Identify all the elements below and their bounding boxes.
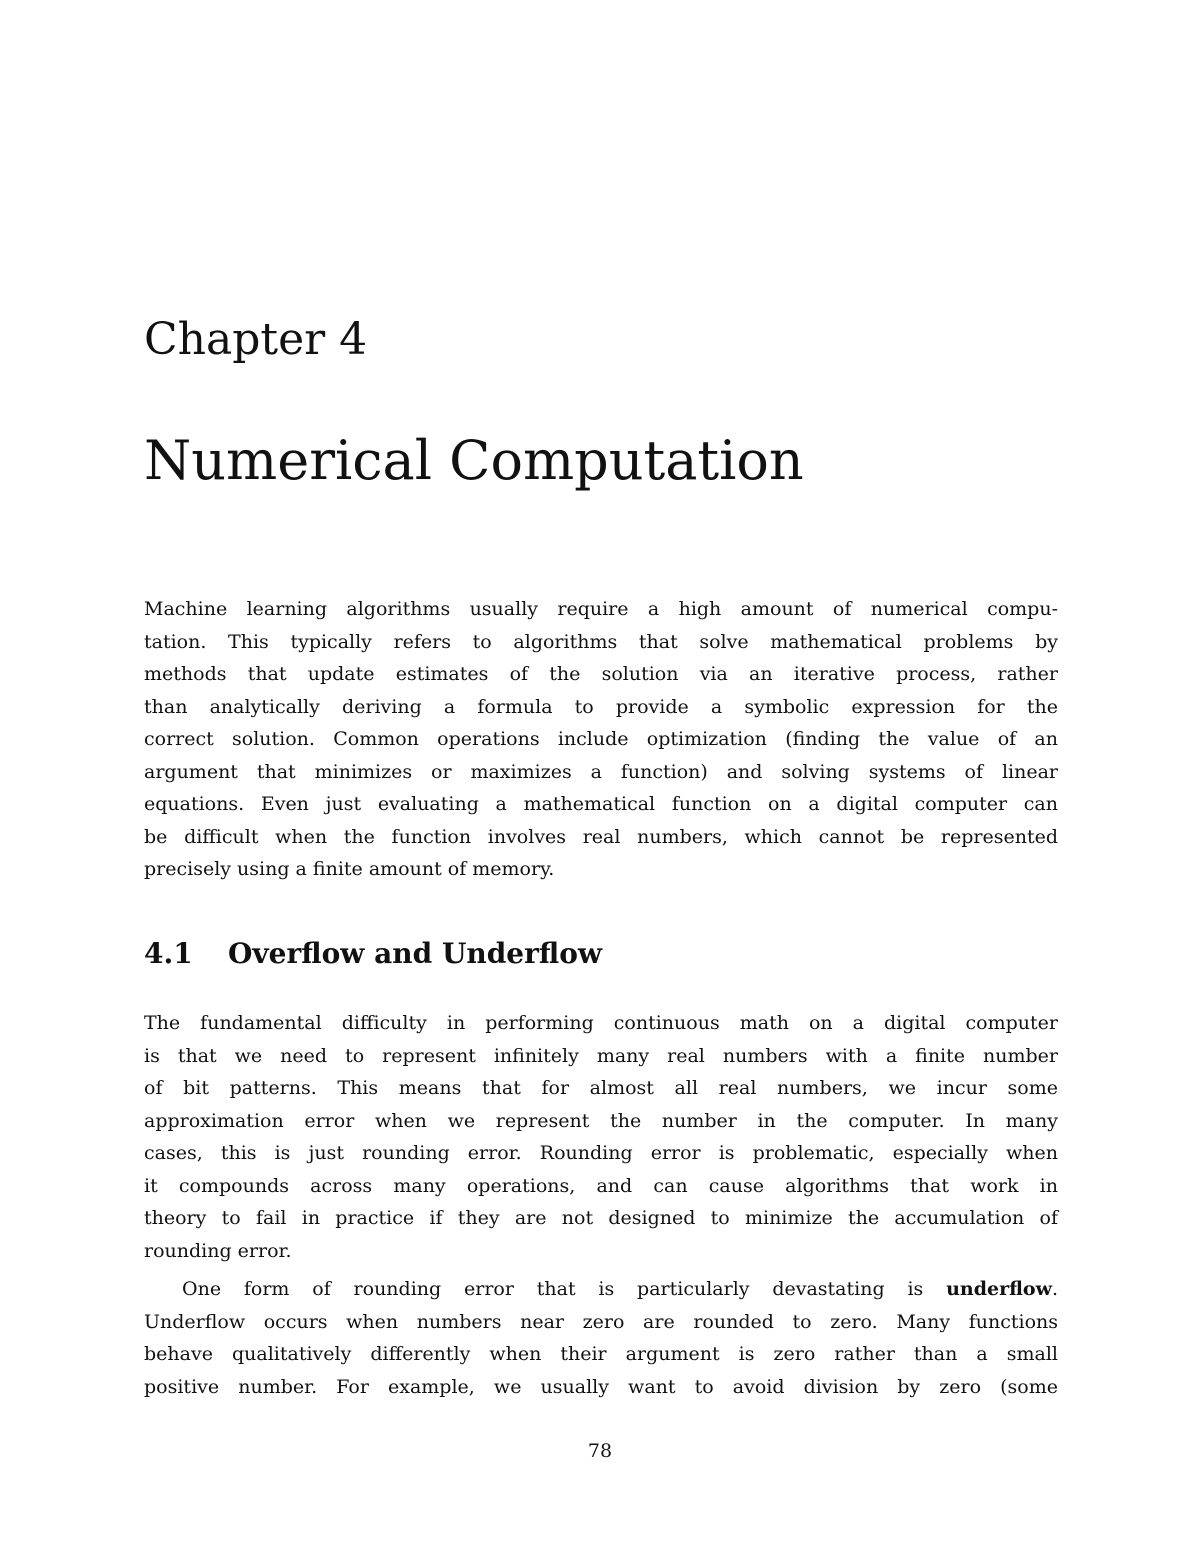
text-line: argument that minimizes or maximizes a function) and solving systems of linear xyxy=(144,760,1058,783)
section-heading xyxy=(144,934,602,974)
chapter-title: Numerical Computation xyxy=(144,429,804,492)
text-line: methods that update estimates of the solution via an iterative process, rather xyxy=(144,663,1058,685)
text-line: it compounds across many operations, and can cause algorithms that work in xyxy=(144,1174,1058,1197)
text-line: be difficult when the function involves real numbers, which cannot be represented xyxy=(144,825,1058,848)
line-text: One form of rounding error that is particularly devastating is xyxy=(182,1278,924,1300)
text-line: of bit patterns. This means that for almost all real numbers, we incur some xyxy=(144,1077,1058,1099)
section-paragraph-1 xyxy=(144,1007,1058,1267)
text-line: The fundamental difficulty in performing continuous math on a digital computer xyxy=(144,1012,1058,1034)
text-line: Machine learning algorithms usually require a high amount of numerical compu- xyxy=(144,598,1058,620)
intro-paragraph xyxy=(144,593,1058,886)
text-line: Underflow occurs when numbers near zero are rounded to zero. Many functions xyxy=(144,1310,1058,1333)
text-line: cases, this is just rounding error. Rounding error is problematic, especially when xyxy=(144,1142,1058,1164)
text-line: equations. Even just evaluating a mathematical function on a digital computer can xyxy=(144,793,1058,815)
section-title: Overflow and Underflow xyxy=(228,937,602,970)
chapter-label: Chapter 4 xyxy=(144,314,368,365)
text-line: rounding error. xyxy=(144,1239,292,1262)
text-line: is that we need to represent infinitely many real numbers with a finite number xyxy=(144,1044,1058,1067)
page-number: 78 xyxy=(587,1440,613,1462)
text-line: precisely using a finite amount of memory. xyxy=(144,858,555,880)
text-line: approximation error when we represent the number in the computer. In many xyxy=(144,1109,1058,1132)
text-line: than analytically deriving a formula to provide a symbolic expression for the xyxy=(144,695,1058,718)
section-number: 4.1 xyxy=(144,937,193,970)
text-line: tation. This typically refers to algorithms that solve mathematical problems by xyxy=(144,630,1058,653)
text-line: theory to fail in practice if they are not designed to minimize the accumulation of xyxy=(144,1207,1058,1229)
term-underflow: underflow xyxy=(946,1278,1052,1300)
text-line: positive number. For example, we usually want to avoid division by zero (some xyxy=(144,1375,1058,1398)
text-line: correct solution. Common operations include optimization (finding the value of an xyxy=(144,728,1058,750)
line-text: . xyxy=(1051,1278,1058,1300)
text-line xyxy=(144,1273,1058,1306)
text-line: behave qualitatively differently when their argument is zero rather than a small xyxy=(144,1343,1058,1365)
section-paragraph-2 xyxy=(144,1273,1058,1403)
